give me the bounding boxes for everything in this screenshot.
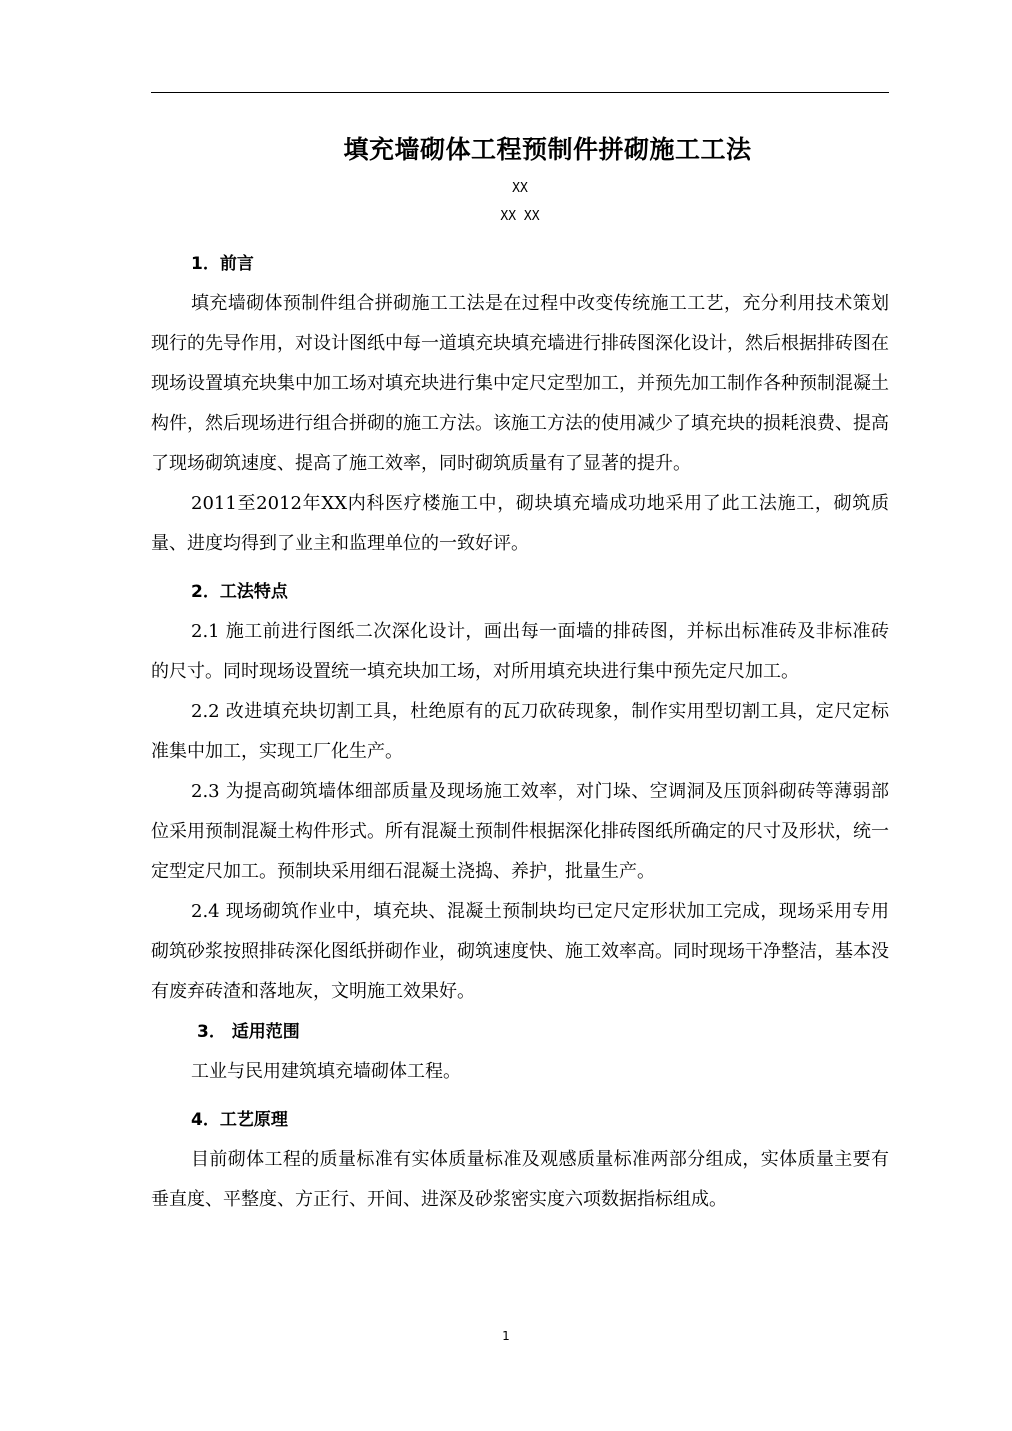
paragraph: 2.1 施工前进行图纸二次深化设计，画出每一面墙的排砖图，并标出标准砖及非标准砖的尺寸。同时现场设置统一填充块加工场，对所用填充块进行集中预先定尺加工。 [151,621,889,682]
paragraph: 2.2 改进填充块切割工具，杜绝原有的瓦刀砍砖现象，制作实用型切割工具，定尺定标准集中加工，实现工厂化生产。 [151,701,889,762]
author-affiliation: XX XX [500,209,540,224]
document-body [151,244,889,1220]
document-title: 填充墙砌体工程预制件拼砌施工工法 [343,135,752,164]
paragraph: 2.4 现场砌筑作业中，填充块、混凝土预制块均已定尺定形状加工完成，现场采用专用砌筑砂浆按照排砖深化图纸拼砌作业，砌筑速度快、施工效率高。同时现场干净整洁，基本没有废弃砖渣和落地灰，文明施工效果好。 [151,901,889,1002]
section-heading-scope: 3． 适用范围 [197,1022,300,1042]
section-heading-features: 2．工法特点 [191,582,288,602]
paragraph: 目前砌体工程的质量标准有实体质量标准及观感质量标准两部分组成，实体质量主要有垂直度、平整度、方正行、开间、进深及砂浆密实度六项数据指标组成。 [151,1149,889,1210]
author-name: XX [512,181,528,196]
paragraph: 2011至2012年XX内科医疗楼施工中，砌块填充墙成功地采用了此工法施工，砌筑质量、进度均得到了业主和监理单位的一致好评。 [151,493,889,554]
paragraph: 2.3 为提高砌筑墙体细部质量及现场施工效率，对门垛、空调洞及压顶斜砌砖等薄弱部位采用预制混凝土构件形式。所有混凝土预制件根据深化排砖图纸所确定的尺寸及形状，统一定型定尺加工。预制块采用细石混凝土浇捣、养护，批量生产。 [151,781,889,882]
header-rule [151,92,889,93]
section-heading-foreword: 1．前言 [191,254,254,274]
section-heading-principle: 4．工艺原理 [191,1110,288,1130]
page-number: 1 [502,1329,510,1343]
paragraph: 填充墙砌体预制件组合拼砌施工工法是在过程中改变传统施工工艺，充分利用技术策划现行的先导作用，对设计图纸中每一道填充块填充墙进行排砖图深化设计，然后根据排砖图在现场设置填充块集中加工场对填充块进行集中定尺定型加工，并预先加工制作各种预制混凝土构件，然后现场进行组合拼砌的施工方法。该施工方法的使用减少了填充块的损耗浪费、提高了现场砌筑速度、提高了施工效率，同时砌筑质量有了显著的提升。 [151,293,889,474]
paragraph: 工业与民用建筑填充墙砌体工程。 [191,1061,461,1082]
